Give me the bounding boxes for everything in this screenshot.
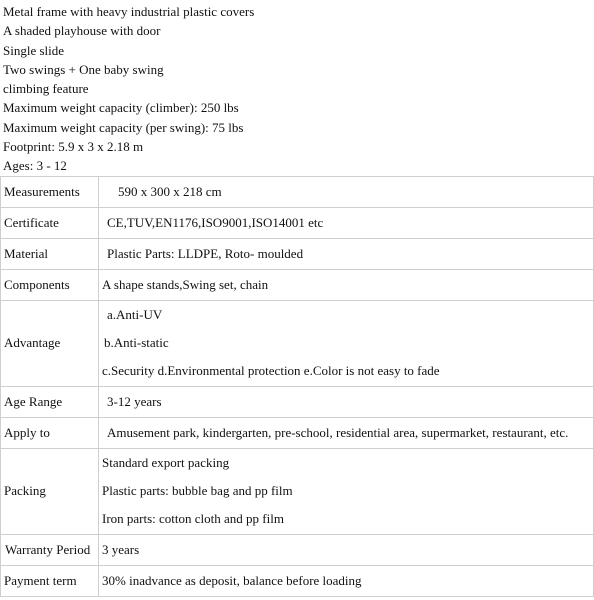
feature-item: Two swings + One baby swing [3, 61, 164, 77]
feature-item: climbing feature [3, 81, 89, 97]
table-row [1, 534, 594, 565]
row-value [99, 534, 594, 565]
feature-item: Maximum weight capacity (climber): 250 lbs [3, 100, 239, 116]
row-label: Apply to [1, 417, 99, 448]
material-value: Plastic Parts: LLDPE, Roto- moulded [107, 245, 304, 261]
table-row [1, 269, 594, 300]
packing-line: Iron parts: cotton cloth and pp film [102, 511, 284, 527]
table-row [1, 176, 594, 207]
row-value [99, 417, 594, 448]
row-value [99, 300, 594, 386]
table-row [1, 417, 594, 448]
advantage-line: c.Security d.Environmental protection e.Color is not easy to fade [102, 363, 440, 379]
feature-list [0, 0, 594, 176]
row-label: Packing [1, 448, 99, 534]
row-value [99, 565, 594, 596]
table-row [1, 300, 594, 386]
feature-item: Ages: 3 - 12 [3, 158, 67, 174]
apply-to-value: Amusement park, kindergarten, pre-school, residential area, supermarket, restaurant, etc. [107, 424, 569, 440]
advantage-line: a.Anti-UV [107, 307, 163, 323]
advantage-line: b.Anti-static [104, 335, 169, 351]
row-label: Components [1, 269, 99, 300]
row-label: Advantage [1, 300, 99, 386]
feature-item: Single slide [3, 42, 65, 58]
table-row [1, 565, 594, 596]
payment-value: 30% inadvance as deposit, balance before loading [102, 572, 362, 588]
table-row [1, 386, 594, 417]
row-value [99, 386, 594, 417]
row-label: Age Range [1, 386, 99, 417]
row-label: Certificate [1, 207, 99, 238]
table-row [1, 238, 594, 269]
feature-item: Metal frame with heavy industrial plastic covers [3, 4, 255, 19]
table-row [1, 448, 594, 534]
row-label: Warranty Period [1, 534, 99, 565]
measurements-value: 590 x 300 x 218 cm [118, 183, 222, 199]
row-label: Payment term [1, 565, 99, 596]
components-value: A shape stands,Swing set, chain [102, 276, 269, 292]
spec-table [0, 176, 594, 597]
row-value [99, 238, 594, 269]
age-range-value: 3-12 years [107, 393, 162, 409]
feature-item: Maximum weight capacity (per swing): 75 lbs [3, 119, 244, 135]
row-value [99, 207, 594, 238]
row-value [99, 269, 594, 300]
feature-item: Footprint: 5.9 x 3 x 2.18 m [3, 139, 144, 155]
packing-line: Plastic parts: bubble bag and pp film [102, 483, 293, 499]
certificate-value: CE,TUV,EN1176,ISO9001,ISO14001 etc [107, 214, 324, 230]
row-value [99, 176, 594, 207]
packing-line: Standard export packing [102, 455, 230, 471]
feature-item: A shaded playhouse with door [3, 23, 161, 39]
warranty-value: 3 years [102, 541, 140, 557]
row-label: Measurements [1, 176, 99, 207]
table-row [1, 207, 594, 238]
row-value [99, 448, 594, 534]
row-label: Material [1, 238, 99, 269]
